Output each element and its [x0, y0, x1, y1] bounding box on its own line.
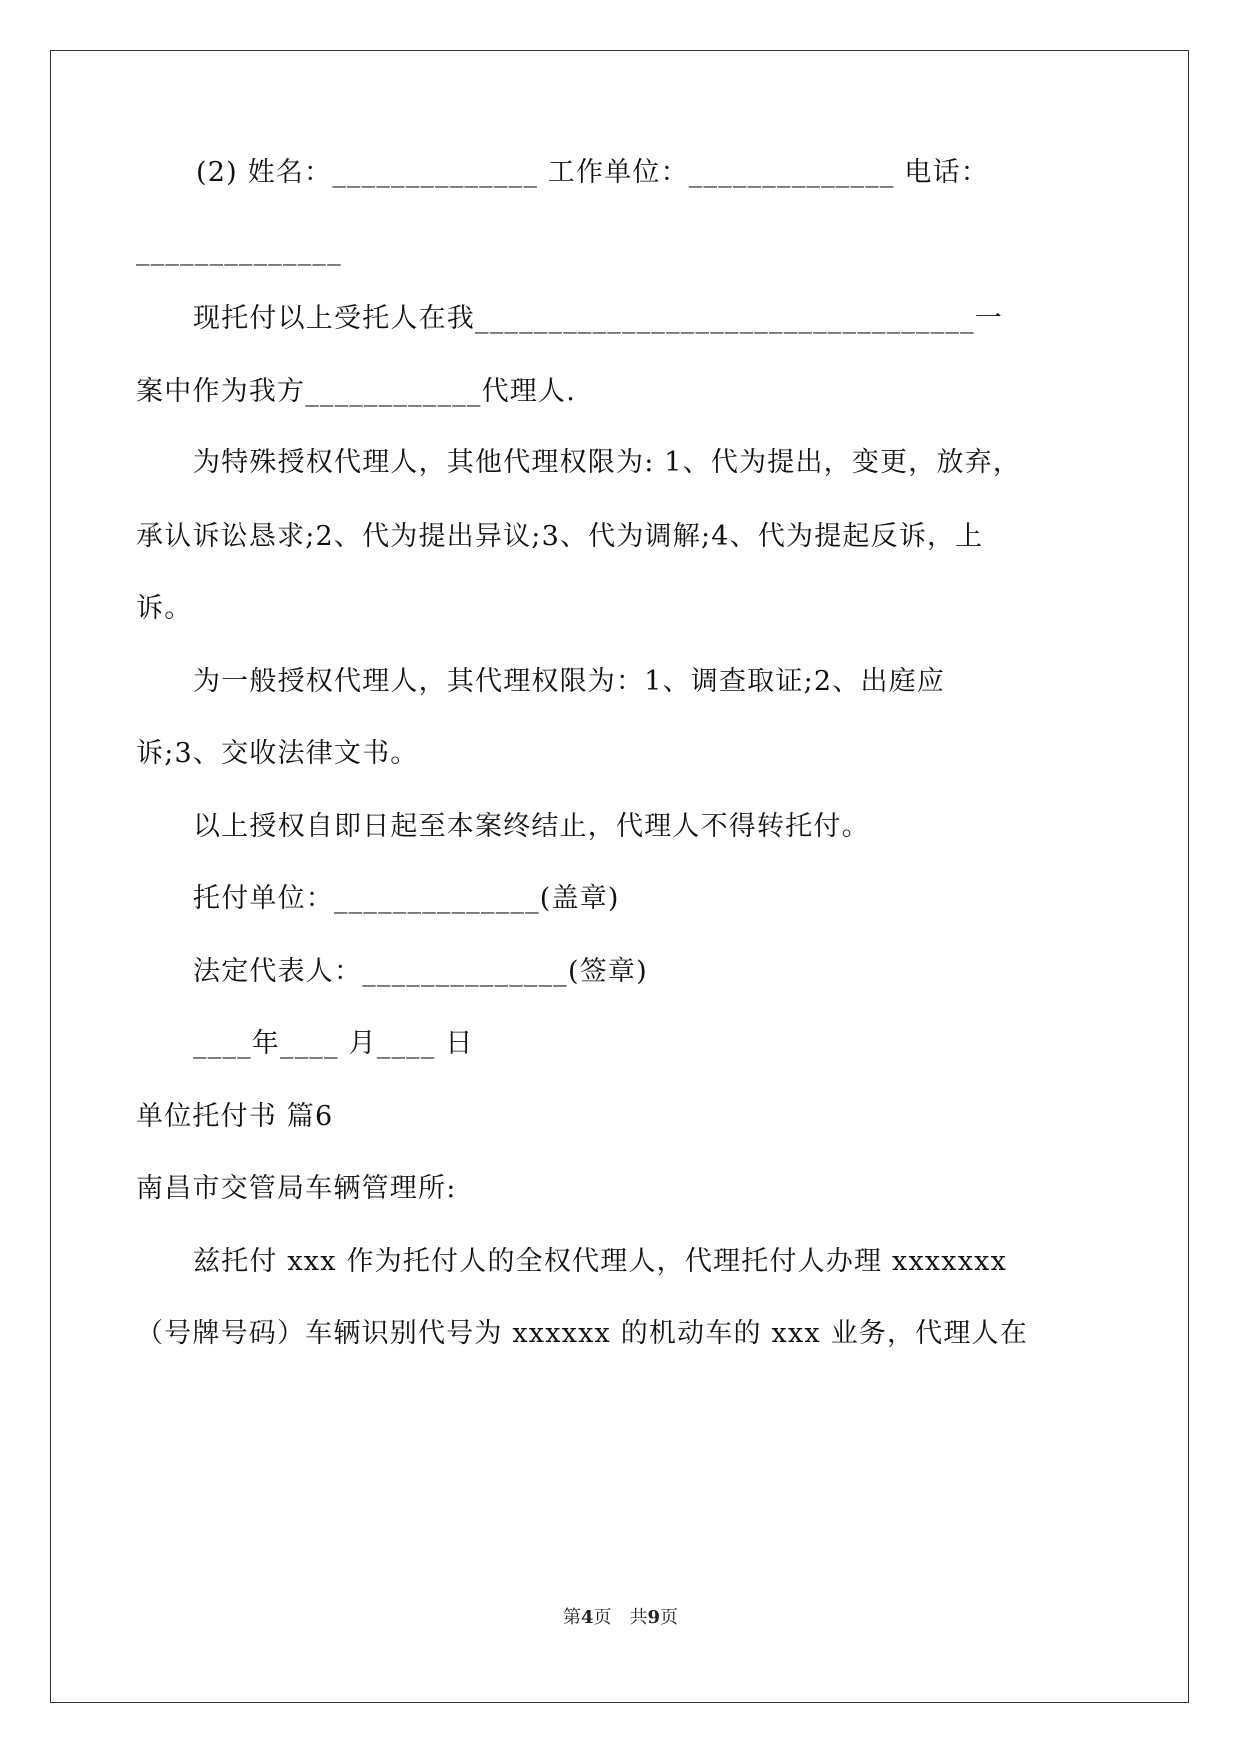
footer-mid: 页 共 — [593, 1607, 648, 1628]
text-line-10: 以上授权自即日起至本案终结止，代理人不得转托付。 — [193, 811, 870, 842]
text-line-12: 法定代表人：______________(签章) — [193, 956, 648, 987]
footer-page-current: 4 — [580, 1607, 594, 1628]
footer-prefix: 第 — [562, 1607, 581, 1628]
text-line-5: 为特殊授权代理人，其他代理权限为: 1、代为提出，变更，放弃， — [193, 447, 1022, 478]
footer-suffix: 页 — [660, 1607, 679, 1628]
text-line-4: 案中作为我方____________代理人. — [136, 376, 576, 407]
text-line-14: 单位托付书 篇6 — [136, 1101, 334, 1132]
text-line-15: 南昌市交管局车辆管理所: — [136, 1173, 457, 1204]
page-footer — [0, 1607, 1241, 1629]
text-line-8: 为一般授权代理人，其代理权限为：1、调查取证;2、出庭应 — [193, 666, 946, 697]
text-line-11: 托付单位：______________(盖章) — [193, 883, 620, 914]
text-line-2: ______________ — [136, 235, 342, 266]
text-line-1: (2) 姓名：______________ 工作单位：______________ 电话： — [196, 157, 989, 188]
page-border — [50, 50, 1189, 1703]
text-line-7: 诉。 — [136, 593, 193, 624]
text-line-13: ____年____ 月____ 日 — [193, 1028, 474, 1059]
footer-page-total: 9 — [647, 1607, 661, 1628]
text-line-3: 现托付以上受托人在我__________________________________一 — [193, 303, 1003, 334]
text-line-9: 诉;3、交收法律文书。 — [136, 738, 419, 769]
text-line-17: （号牌号码）车辆识别代号为 xxxxxx 的机动车的 xxx 业务，代理人在 — [136, 1318, 1028, 1349]
text-line-6: 承认诉讼恳求;2、代为提出异议;3、代为调解;4、代为提起反诉，上 — [136, 521, 984, 552]
text-line-16: 兹托付 xxx 作为托付人的全权代理人，代理托付人办理 xxxxxxx — [193, 1246, 1008, 1277]
